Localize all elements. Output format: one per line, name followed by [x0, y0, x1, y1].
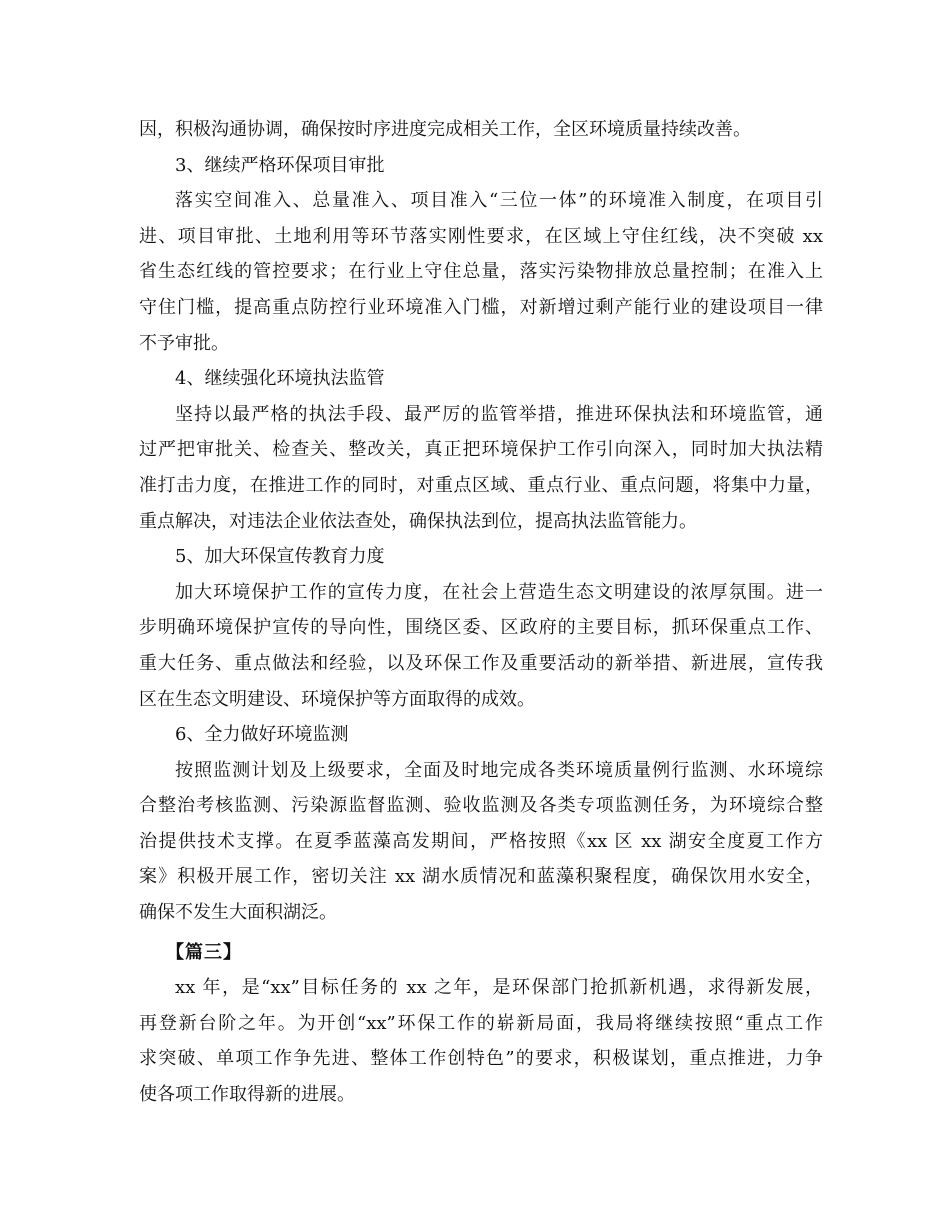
section-heading: 6、全力做好环境监测 — [175, 724, 349, 746]
paragraph-line: 准打击力度，在推进工作的同时，对重点区域、重点行业、重点问题，将集中力量， — [139, 474, 823, 496]
paragraph-line: xx 年，是“xx”目标任务的 xx 之年，是环保部门抢抓新机遇，求得新发展， — [175, 977, 823, 999]
paragraph-line: 省生态红线的管控要求；在行业上守住总量，落实污染物排放总量控制；在准入上 — [139, 261, 823, 283]
paragraph-line: 步明确环境保护宣传的导向性，围绕区委、区政府的主要目标，抓环保重点工作、 — [139, 617, 823, 639]
section-heading: 4、继续强化环境执法监管 — [175, 368, 385, 390]
paragraph-line: 守住门槛，提高重点防控行业环境准入门槛，对新增过剩产能行业的建设项目一律 — [139, 296, 823, 318]
paragraph-line: 再登新台阶之年。为开创“xx”环保工作的崭新局面，我局将继续按照“重点工作 — [139, 1012, 823, 1034]
paragraph-line: 进、项目审批、土地利用等环节落实刚性要求，在区域上守住红线，决不突破 xx — [139, 225, 823, 247]
paragraph-line: 案》积极开展工作，密切关注 xx 湖水质情况和蓝藻积聚程度，确保饮用水安全， — [139, 866, 823, 888]
part-heading: 【篇三】 — [166, 941, 242, 963]
document-body — [139, 112, 823, 1113]
paragraph-line: 按照监测计划及上级要求，全面及时地完成各类环境质量例行监测、水环境综 — [175, 759, 823, 781]
paragraph-line: 合整治考核监测、污染源监督监测、验收监测及各类专项监测任务，为环境综合整 — [139, 795, 823, 817]
paragraph-line: 过严把审批关、检查关、整改关，真正把环境保护工作引向深入，同时加大执法精 — [139, 439, 823, 461]
paragraph-line: 重大任务、重点做法和经验，以及环保工作及重要活动的新举措、新进展，宣传我 — [139, 652, 823, 674]
paragraph-line: 坚持以最严格的执法手段、最严厉的监管举措，推进环保执法和环境监管，通 — [175, 403, 823, 425]
paragraph-line: 求突破、单项工作争先进、整体工作创特色”的要求，积极谋划，重点推进，力争 — [139, 1048, 823, 1070]
paragraph-line: 确保不发生大面积湖泛。 — [139, 902, 337, 924]
paragraph-line: 使各项工作取得新的进展。 — [139, 1084, 355, 1106]
paragraph-line: 不予审批。 — [139, 332, 229, 354]
paragraph-line: 因，积极沟通协调，确保按时序进度完成相关工作，全区环境质量持续改善。 — [139, 119, 751, 140]
section-heading: 3、继续严格环保项目审批 — [175, 154, 385, 176]
section-heading: 5、加大环保宣传教育力度 — [175, 546, 385, 568]
paragraph-line: 重点解决，对违法企业依法查处，确保执法到位，提高执法监管能力。 — [139, 510, 697, 532]
paragraph-line: 区在生态文明建设、环境保护等方面取得的成效。 — [139, 688, 535, 710]
paragraph-line: 落实空间准入、总量准入、项目准入“三位一体”的环境准入制度，在项目引 — [175, 190, 823, 212]
paragraph-line: 治提供技术支撑。在夏季蓝藻高发期间，严格按照《xx 区 xx 湖安全度夏工作方 — [139, 830, 823, 852]
paragraph-line: 加大环境保护工作的宣传力度，在社会上营造生态文明建设的浓厚氛围。进一 — [175, 581, 823, 603]
